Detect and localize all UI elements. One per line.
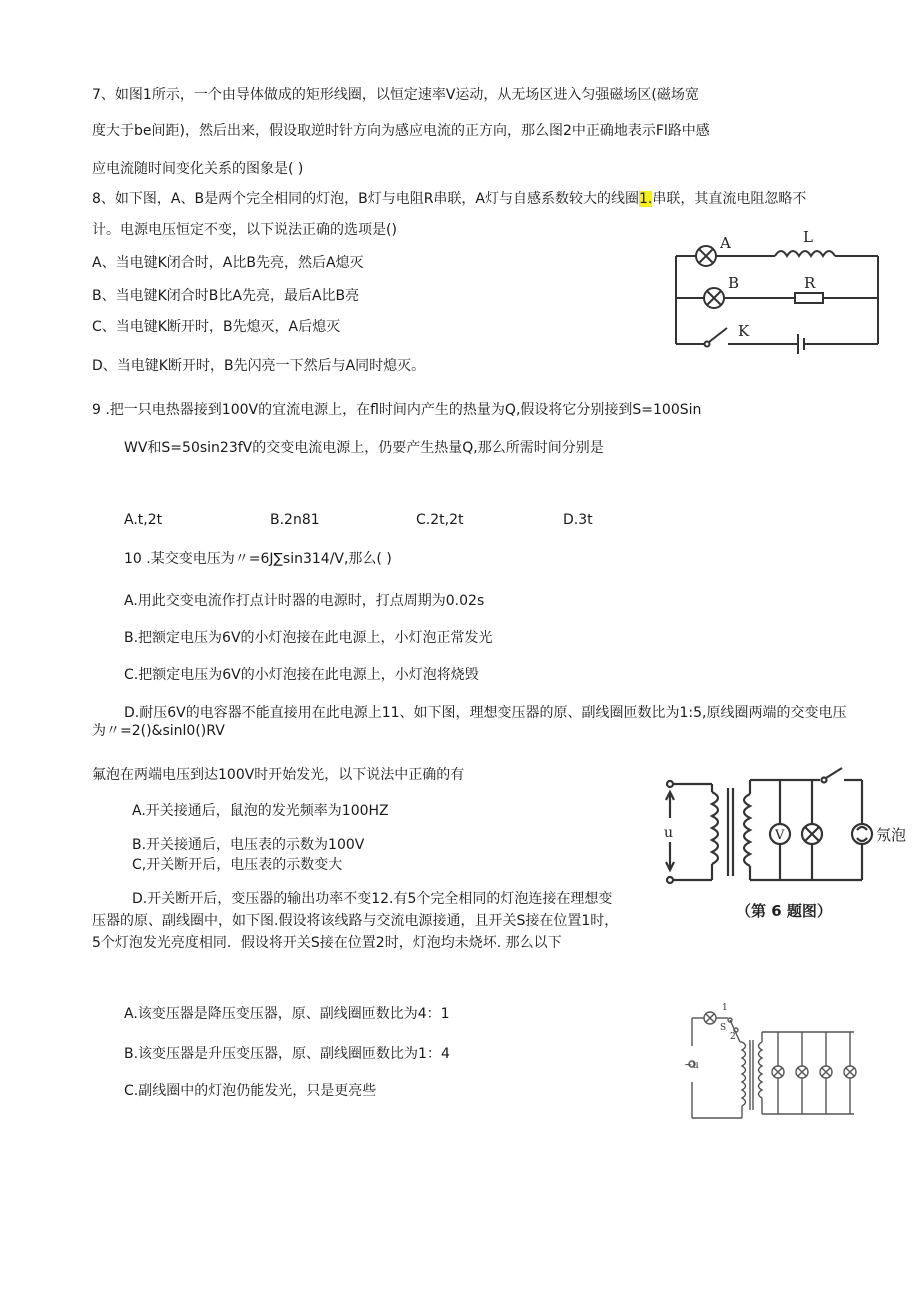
q8-fig-label-l: L (803, 228, 813, 246)
q12-line3: 5个灯泡发光亮度相同．假设将开关S接在位置2时，灯泡均未烧坏. 那么以下 (92, 935, 562, 951)
q10-option-d: D.耐压6V的电容器不能直接用在此电源上11、如下图，理想变压器的原、副线圈匝数比为1:5,原线圈两端的交变电压 (124, 705, 847, 721)
q8-fig-label-r: R (804, 274, 816, 292)
q8-line1 (92, 190, 806, 208)
q11-fig-label-neon: 氖泡 (876, 826, 907, 844)
q8-option-b: B、当电键K闭合时B比A先亮，最后A比B亮 (92, 288, 360, 304)
q12-lamp-1 (772, 1032, 784, 1114)
q8-line2: 计。电源电压恒定不变，以下说法正确的选项是() (92, 222, 397, 238)
q10-option-a: A.用此交变电流作打点计时器的电源时，打点周期为0.02s (124, 593, 485, 609)
q10-option-c: C.把额定电压为6V的小灯泡接在此电源上，小灯泡将烧毁 (124, 667, 479, 683)
q11-option-c: C,开关断开后，电压表的示数变大 (132, 857, 343, 873)
q10-option-d-line2: 为〃=2()&sinl0()RV (92, 723, 225, 739)
q8-line1-pre: 8、如下图，A、B是两个完全相同的灯泡，B灯与电阻R串联，A灯与自感系数较大的线圈 (92, 191, 639, 207)
q12-lamp-3 (820, 1032, 832, 1114)
q11-fig-label-u: u (664, 825, 674, 841)
q9-line1: 9 .把一只电热器接到100V的宜流电源上，在fl时间内产生的热量为Q,假设将它分别接到S=100Sin (92, 402, 702, 418)
q7-line1: 7、如图1所示，一个由导体做成的矩形线圈，以恒定速率V运动，从无场区进入匀强磁场区(磁场宽 (92, 87, 699, 103)
q12-lamp-2 (796, 1032, 808, 1114)
q9-option-b: B.2n81 (270, 512, 320, 528)
q8-fig-label-b: B (728, 274, 740, 292)
q8-fig-label-a: A (720, 234, 731, 252)
q12-line2: 压器的原、副线圈中，如下图.假设将该线路与交流电源接通，且开关S接在位置1时， (92, 913, 619, 929)
q9-option-d: D.3t (563, 512, 593, 528)
q8-fig-label-k: K (738, 322, 750, 340)
q8-option-a: A、当电键K闭合时，A比B先亮，然后A熄灭 (92, 255, 364, 271)
q9-line2: WV和S=50sin23fV的交变电流电源上，仍要产生热量Q,那么所需时间分别是 (124, 440, 604, 456)
q9-option-c: C.2t,2t (416, 512, 464, 528)
q8-option-d: D、当电键K断开时，B先闪亮一下然后与A同时熄灭。 (92, 358, 426, 374)
q11-transformer-figure (662, 770, 912, 922)
q8-line1-post: 串联，其直流电阻忽略不 (652, 191, 807, 207)
q9-option-a: A.t,2t (124, 512, 163, 528)
q11-option-a: A.开关接通后，鼠泡的发光频率为100HZ (132, 803, 389, 819)
q12-circuit-figure (684, 1002, 860, 1130)
q10-stem: 10 .某交变电压为〃=6J∑sin314/V,那么( ) (124, 551, 392, 567)
q7-line2: 度大于be间距)，然后出来，假设取逆时针方向为感应电流的正方向，那么图2中正确地表示Fl路中感 (92, 123, 710, 139)
q11-fig-caption: （第 6 题图） (736, 902, 832, 920)
q11-fig-label-v: V (775, 828, 785, 843)
q8-circuit-figure (670, 222, 885, 354)
q11-option-b: B.开关接通后，电压表的示数为100V (132, 837, 365, 853)
q12-fig-label-1: 1 (722, 1003, 728, 1013)
q12-fig-label-2: 2 (730, 1032, 736, 1042)
q8-highlight: 1. (639, 191, 653, 207)
q12-option-b: B.该变压器是升压变压器，原、副线圈匝数比为1：4 (124, 1046, 450, 1062)
q10-option-b: B.把额定电压为6V的小灯泡接在此电源上，小灯泡正常发光 (124, 630, 493, 646)
q12-fig-label-s: S (720, 1023, 727, 1033)
q12-lamp-4 (844, 1032, 856, 1114)
q12-option-c: C.副线圈中的灯泡仍能发光，只是更亮些 (124, 1083, 377, 1099)
q8-option-c: C、当电键K断开时，B先熄灭，A后熄灭 (92, 319, 341, 335)
q11-option-d: D.开关断开后，变压器的输出功率不变12.有5个完全相同的灯泡连接在理想变 (132, 891, 613, 907)
q12-fig-label-u-text: u (692, 1060, 699, 1071)
q12-fig-label-u: ~u (684, 1060, 699, 1071)
q12-option-a: A.该变压器是降压变压器，原、副线圈匝数比为4：1 (124, 1006, 450, 1022)
q7-line3: 应电流随时间变化关系的图象是( ) (92, 161, 304, 177)
q11-stem: 氟泡在两端电压到达100V时开始发光，以下说法中正确的有 (92, 767, 465, 783)
